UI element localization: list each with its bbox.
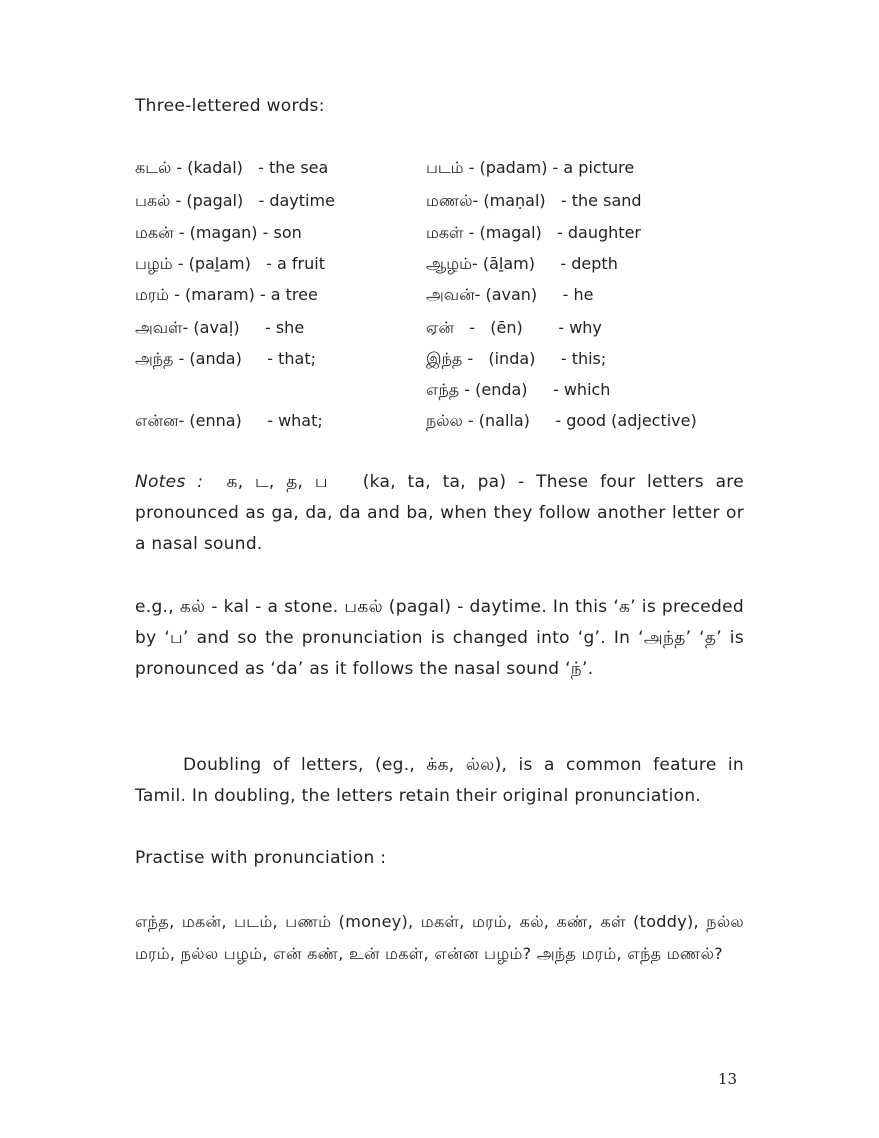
vocab-right: மணல்- (maṇal) - the sand [426, 191, 642, 210]
notes-text: க, ட, த, ப (ka, ta, ta, pa) - These four letters are pronounced as ga, da, da and ba, when they follow another letter or a nasal sound. [135, 472, 750, 554]
vocab-row [0, 411, 879, 437]
vocab-row [0, 318, 879, 344]
vocab-row [0, 191, 879, 217]
vocab-row [0, 158, 879, 184]
vocab-row [0, 254, 879, 280]
vocab-right: இந்த - (inda) - this; [426, 349, 607, 368]
vocab-left: மரம் - (maram) - a tree [135, 285, 318, 304]
practise-paragraph: எந்த, மகன், படம், பணம் (money), மகள், மரம், கல், கண், கள் (toddy), நல்ல மரம், நல்ல பழம், என் கண், உன் மகள், என்ன பழம்? அந்த மரம், எந்த மணல்? [135, 912, 744, 963]
vocab-right: ஏன் - (ēn) - why [426, 318, 602, 337]
vocab-left: பகல் - (pagal) - daytime [135, 191, 335, 210]
vocab-right: அவன்- (avan) - he [426, 285, 594, 304]
vocab-left: அவள்- (avaḷ) - she [135, 318, 305, 337]
vocab-row [0, 285, 879, 311]
example-paragraph: e.g., கல் - kal - a stone. பகல் (pagal) - daytime. In this ‘க’ is preceded by ‘ப’ and so the pronunciation is changed into ‘g’. In ‘அந்த’ ‘த’ is pronounced as ‘da’ as it follows the nasal sound ‘ந்’. [135, 597, 744, 679]
vocab-left: பழம் - (paḻam) - a fruit [135, 254, 325, 273]
vocab-left: என்ன- (enna) - what; [135, 411, 323, 430]
doubling-paragraph: Doubling of letters, (eg., க்க, ல்ல), is a common feature in Tamil. In doubling, the letters retain their original pronunciation. [135, 755, 744, 806]
vocab-row [0, 380, 879, 406]
practise-heading: Practise with pronunciation : [135, 848, 387, 868]
vocab-left: மகன் - (magan) - son [135, 223, 302, 242]
vocab-left: கடல் - (kadal) - the sea [135, 158, 329, 177]
vocab-right: மகள் - (magal) - daughter [426, 223, 641, 242]
vocab-right: நல்ல - (nalla) - good (adjective) [426, 411, 697, 430]
vocab-row [0, 349, 879, 375]
vocab-left: அந்த - (anda) - that; [135, 349, 316, 368]
vocab-right: படம் - (padam) - a picture [426, 158, 635, 177]
vocab-right: ஆழம்- (āḻam) - depth [426, 254, 618, 273]
notes-paragraph [135, 467, 750, 560]
vocab-right: எந்த - (enda) - which [426, 380, 611, 399]
page-number: 13 [718, 1070, 738, 1088]
section-heading: Three-lettered words: [135, 96, 325, 116]
notes-label: Notes : [135, 472, 204, 492]
vocab-row [0, 223, 879, 249]
